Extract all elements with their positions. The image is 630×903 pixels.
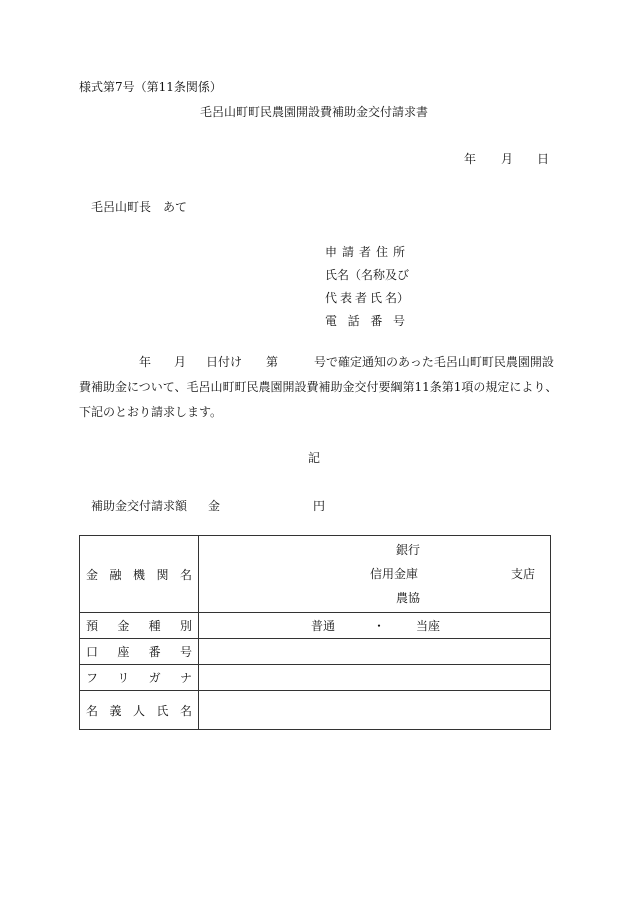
applicant-phone-label: 電 話 番 号 [325,314,405,328]
body-number-prefix: 第 [266,355,279,369]
institution-label-cell [80,536,199,613]
body-day: 日付け [206,355,243,369]
table-row [80,639,551,665]
account-number-label-cell [80,639,199,665]
deposit-type-label-cell [80,613,199,639]
shinkin-option: 信用金庫 [370,567,419,581]
nokyo-option: 農協 [396,591,421,605]
applicant-representative-label: 代 表 者 氏 名） [325,291,409,305]
applicant-name-label: 氏名（名称及び [325,268,410,282]
body-line1-rest: 号で確定通知のあった毛呂山町町民農園開設 [314,355,554,369]
body-line3: 下記のとおり請求します。 [79,405,223,419]
deposit-type-label: 預 金 種 別 [86,619,192,633]
furigana-field[interactable] [199,665,551,691]
amount-kin: 金 [208,499,221,513]
ki-heading: 記 [308,451,321,465]
table-row [80,613,551,639]
toza-option[interactable]: 当座 [416,618,441,633]
deposit-type-value-cell[interactable] [199,613,551,639]
date-day: 日 [537,152,550,166]
bank-option: 銀行 [396,543,421,557]
body-month: 月 [174,355,187,369]
body-year: 年 [139,355,152,369]
institution-label: 金 融 機 関 名 [86,567,192,582]
date-year: 年 [464,152,477,166]
amount-label: 補助金交付請求額 [91,499,188,513]
holder-name-field[interactable] [199,691,551,730]
table-row [80,536,551,613]
table-row [80,691,551,730]
account-number-label: 口 座 番 号 [86,645,192,659]
separator-dot: ・ [373,618,386,633]
furigana-label-cell [80,665,199,691]
furigana-label: フ リ ガ ナ [86,671,192,685]
bank-info-table [79,535,551,730]
holder-name-label: 名 義 人 氏 名 [86,703,192,718]
date-month: 月 [501,152,514,166]
applicant-address-label: 申 請 者 住 所 [325,245,405,259]
table-row [80,665,551,691]
futsu-option[interactable]: 普通 [311,618,336,633]
branch-label: 支店 [511,567,536,581]
addressee: 毛呂山町長 あて [91,200,188,214]
form-number: 様式第7号（第11条関係） [79,80,222,94]
amount-yen: 円 [313,499,326,513]
body-line2: 費補助金について、毛呂山町町民農園開設費補助金交付要綱第11条第1項の規定により、 [79,380,558,394]
document-title: 毛呂山町町民農園開設費補助金交付請求書 [200,105,429,119]
institution-value-cell[interactable] [199,536,551,613]
holder-name-label-cell [80,691,199,730]
account-number-field[interactable] [199,639,551,665]
